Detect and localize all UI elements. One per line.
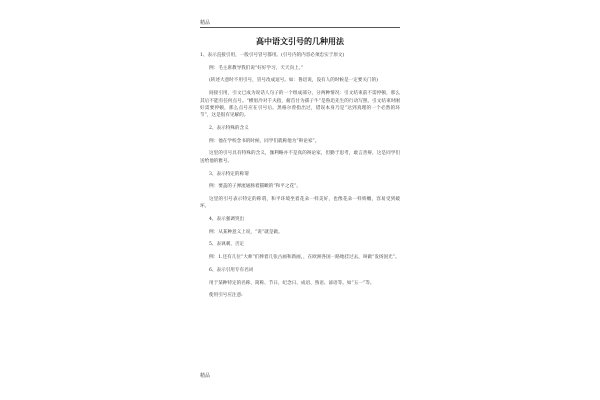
document-content bbox=[200, 36, 400, 305]
section-heading: 2、表示特殊的含义 bbox=[209, 126, 249, 132]
footer-label: 精品 bbox=[200, 373, 211, 379]
example-paragraph: 例：要盖的子弹流通肠着猫瞰的“和平之花”。 bbox=[209, 184, 301, 190]
paragraph: 间接引用，引文已成为说话人句子的一个组成部分，分两种情况：引文结束前不需停顿，那么其后不能有任何点号。“横眉冷对千夫指，俯首甘为孺子牛”是鲁迅先生的行动写照。引文结束时刚好需要停顿，那么点号应在引号后。黑格尔曾指出过，错误本身乃是“达到真理的一个必然的环节”，这是很有见解的。 bbox=[200, 91, 400, 119]
example-paragraph: 例：他在学校念书的时候，同学们就称他为“辩论家”。 bbox=[209, 138, 320, 144]
example-paragraph: 例：从某种意义上说，“说”就是做。 bbox=[209, 229, 283, 235]
header-rule bbox=[200, 27, 400, 28]
header-label: 精品 bbox=[200, 20, 211, 26]
paragraph: (转述大意时不用引号，冒号改成逗号。如：鲁迅说，没有人的时候是一定要关门的) bbox=[209, 78, 378, 84]
paragraph: 这里的引号具有特殊的含义，伽利略并不是真的辩论家，但勤于思考，敢言善辩，这是同学们送给他的雅号。 bbox=[200, 151, 400, 164]
paragraph: 1、表示直接引用，一般引号冒号都用。(引号内的内容必须忠实于原文) bbox=[200, 53, 345, 58]
section-heading: 4、表示强调突出 bbox=[209, 217, 245, 223]
paragraph: 用于某种特定的名称、简称、节日、纪念日、成语、熟语、谚语等。如“五一”等。 bbox=[209, 280, 375, 286]
section-heading: 3、表示特定的称谓 bbox=[209, 171, 249, 177]
example-paragraph: 例：毛主席教导我们说“好好学习，天天向上。” bbox=[209, 65, 304, 71]
document-title: 高中语文引号的几种用法 bbox=[256, 36, 344, 46]
example-paragraph: 例：1.还有几位“大师”们捧着几张古画和新画，，在欧洲各国一路地挂过去，叫做“发扬国光”。 bbox=[209, 255, 400, 261]
paragraph: 使用引号应注意: bbox=[209, 293, 243, 299]
section-heading: 6、表示引用专有名词 bbox=[209, 267, 254, 273]
section-heading: 5、表讽刺、否定 bbox=[209, 242, 245, 248]
paragraph: 这里的引号表示特定的称谓，和平环境坐着花朵一样美好，也像花朵一样娇嫩，容易受到破坏。 bbox=[200, 196, 400, 210]
